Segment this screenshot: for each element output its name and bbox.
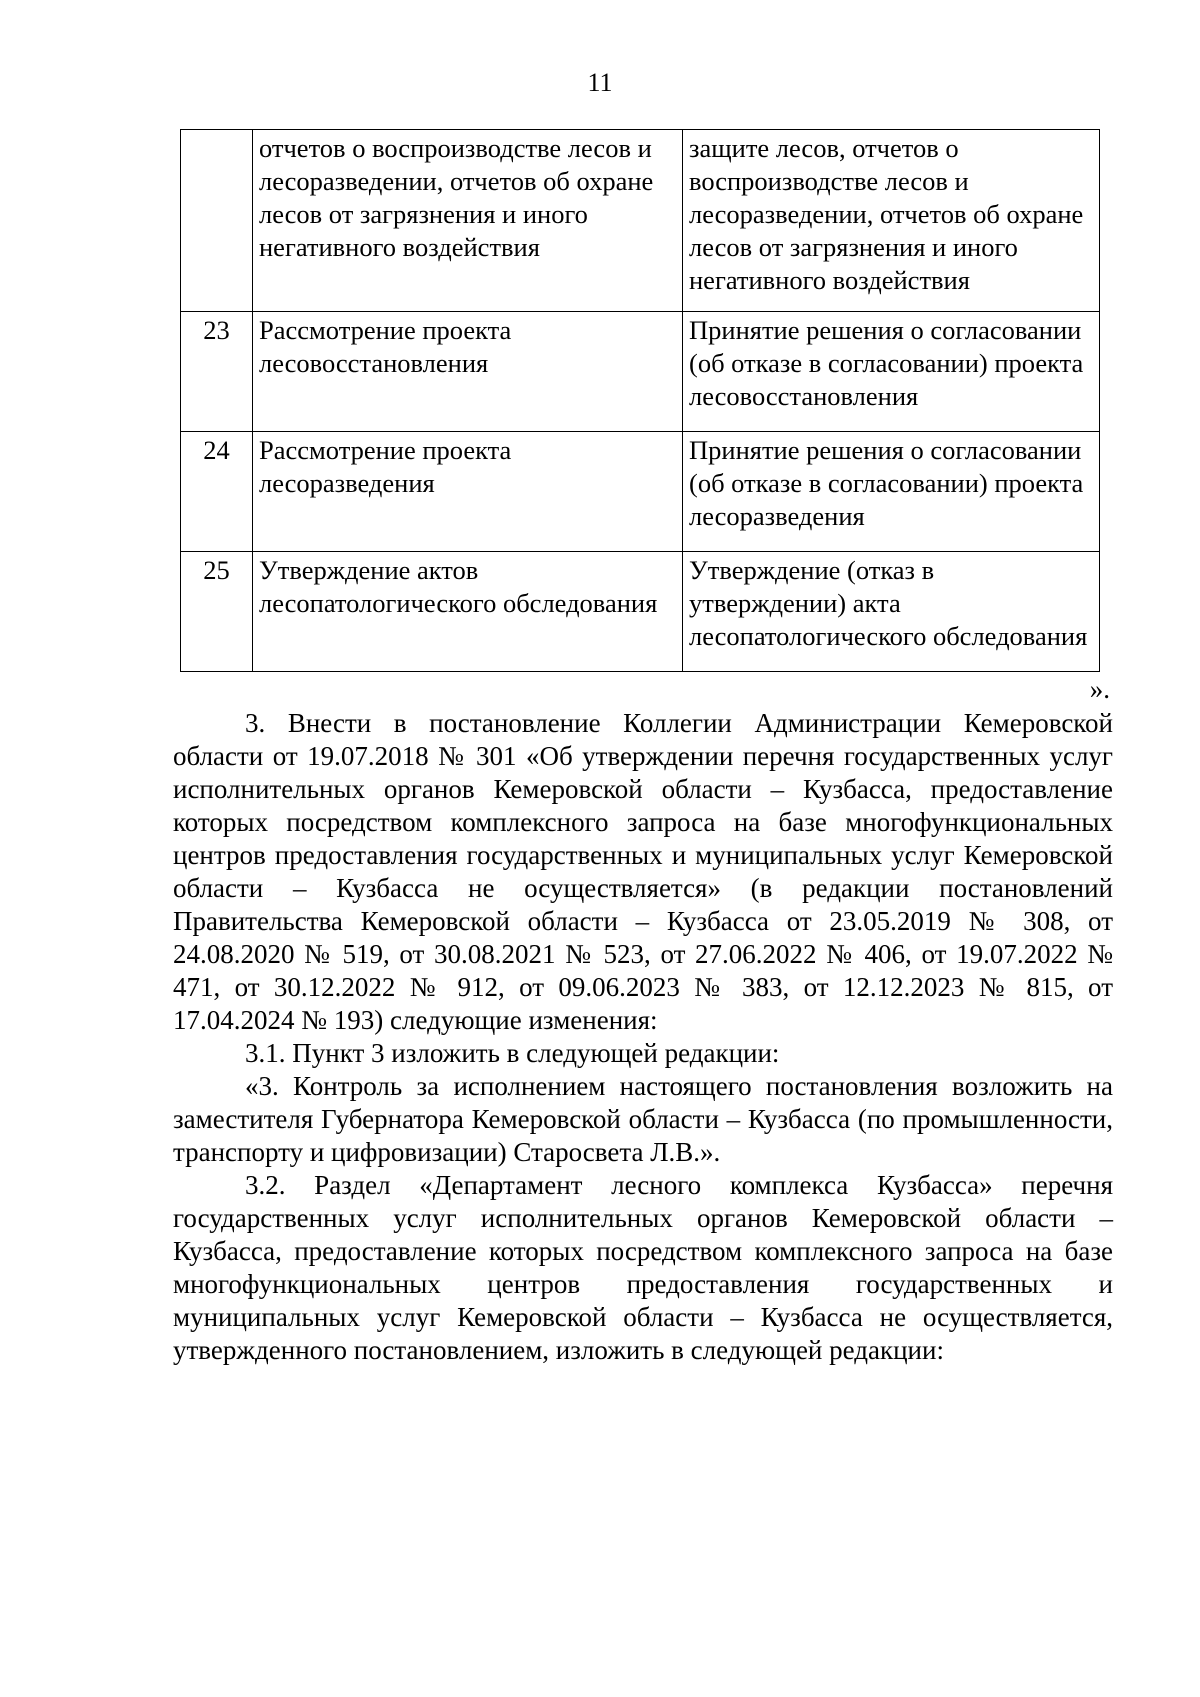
row-number: 23 [181, 312, 253, 432]
service-name-cell: Рассмотрение проекта лесоразведения [253, 432, 683, 552]
table-row [181, 552, 1100, 672]
paragraph-3: 3. Внести в постановление Коллегии Администрации Кемеровской области от 19.07.2018 № 301 «Об утверждении перечня государственных услуг исполнительных органов Кемеровской области – Кузбасса, предоставление которых посредством комплексного запроса на базе многофункциональных центров предоставления государственных и муниципальных услуг Кемеровской области – Кузбасса не осуществляется» (в редакции постановлений Правительства Кемеровской области – Кузбасса от 23.05.2019 № 308, от 24.08.2020 № 519, от 30.08.2021 № 523, от 27.06.2022 № 406, от 19.07.2022 № 471, от 30.12.2022 № 912, от 09.06.2023 № 383, от 12.12.2023 № 815, от 17.04.2024 № 193) следующие изменения: [173, 708, 1113, 1035]
service-result-cell: Утверждение (отказ в утверждении) акта лесопатологического обследования [683, 552, 1100, 672]
paragraph-3-1: 3.1. Пункт 3 изложить в следующей редакции: [245, 1038, 780, 1068]
row-number: 24 [181, 432, 253, 552]
service-name-cell: Рассмотрение проекта лесовосстановления [253, 312, 683, 432]
page-number: 11 [587, 68, 613, 97]
service-name-cell: Утверждение актов лесопатологического обследования [253, 552, 683, 672]
body-text [173, 707, 1113, 1367]
row-number [181, 130, 253, 312]
paragraph-3-2: 3.2. Раздел «Департамент лесного комплекса Кузбасса» перечня государственных услуг исполнительных органов Кемеровской области – Кузбасса, предоставление которых посредством комплексного запроса на базе многофункциональных центров предоставления государственных и муниципальных услуг Кемеровской области – Кузбасса не осуществляется, утвержденного постановлением, изложить в следующей редакции: [173, 1170, 1113, 1365]
table-row [181, 130, 1100, 312]
paragraph-3-1-quote: «3. Контроль за исполнением настоящего постановления возложить на заместителя Губернатора Кемеровской области – Кузбасса (по промышленности, транспорту и цифровизации) Старосвета Л.В.». [173, 1071, 1113, 1167]
table-row [181, 432, 1100, 552]
service-result-cell: защите лесов, отчетов о воспроизводстве лесов и лесоразведении, отчетов об охране лесов от загрязнения и иного негативного воздействия [683, 130, 1100, 312]
services-table [180, 129, 1100, 672]
closing-quote: ». [1089, 674, 1110, 704]
service-result-cell: Принятие решения о согласовании (об отказе в согласовании) проекта лесоразведения [683, 432, 1100, 552]
table-row [181, 312, 1100, 432]
service-name-cell: отчетов о воспроизводстве лесов и лесоразведении, отчетов об охране лесов от загрязнения и иного негативного воздействия [253, 130, 683, 312]
row-number: 25 [181, 552, 253, 672]
service-result-cell: Принятие решения о согласовании (об отказе в согласовании) проекта лесовосстановления [683, 312, 1100, 432]
